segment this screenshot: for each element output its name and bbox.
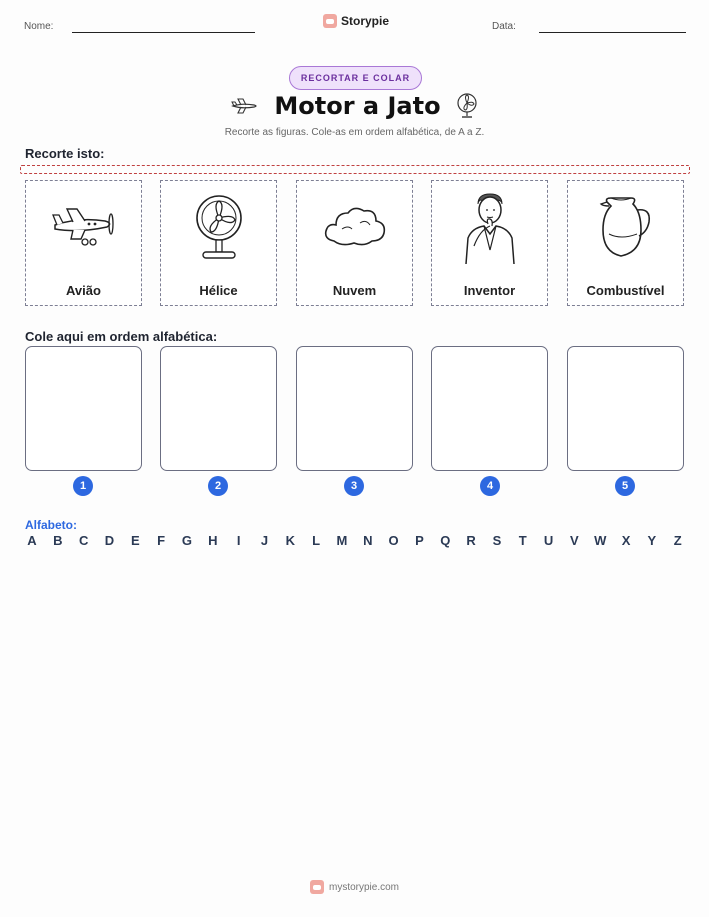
title-row [0,92,709,120]
alphabet-letter: U [543,533,554,548]
card-label: Combustível [586,283,665,298]
paste-heading: Cole aqui em ordem alfabética: [25,329,218,344]
alphabet-letter: F [157,533,166,548]
cut-heading: Recorte isto: [25,146,105,161]
alphabet-letter: A [27,533,37,548]
alphabet-row [25,533,685,548]
card-label: Hélice [199,283,238,298]
instructions: Recorte as figuras. Cole-as em ordem alfabética, de A a Z. [224,127,485,138]
paste-box-3[interactable] [296,346,413,471]
paste-box-2[interactable] [160,346,277,471]
number-badge-5: 5 [615,476,635,496]
airplane-icon [230,97,260,115]
inventor-icon [460,190,520,264]
number-badge-2: 2 [208,476,228,496]
cut-card-cloud[interactable] [296,180,413,306]
fan-icon [191,192,247,262]
alphabet-heading: Alfabeto: [25,518,77,532]
name-label: Nome: [24,21,54,32]
mascot-icon [323,14,337,28]
alphabet-letter: R [466,533,476,548]
alphabet-letter: T [518,533,527,548]
card-label: Avião [66,283,101,298]
alphabet-letter: P [415,533,424,548]
mascot-icon [310,880,324,894]
alphabet-letter: D [104,533,115,548]
alphabet-letter: V [570,533,579,548]
alphabet-letter: X [621,533,631,548]
alphabet-letter: W [594,533,607,548]
alphabet-letter: M [336,533,348,548]
alphabet-letter: L [312,533,321,548]
paste-box-4[interactable] [431,346,548,471]
alphabet-letter: S [492,533,502,548]
card-label: Nuvem [332,283,377,298]
cut-card-inventor[interactable] [431,180,548,306]
paste-box-1[interactable] [25,346,142,471]
cut-card-fan[interactable] [160,180,277,306]
alphabet-letter: Q [440,533,451,548]
alphabet-letter: J [260,533,269,548]
date-line[interactable] [539,32,686,33]
alphabet-letter: B [53,533,63,548]
alphabet-letter: Y [647,533,657,548]
card-label: Inventor [463,283,516,298]
cut-line [20,165,690,174]
jug-icon [597,194,655,260]
footer [0,880,709,894]
number-badge-1: 1 [73,476,93,496]
airplane-icon [49,205,119,249]
brand-name: Storypie [341,14,390,28]
footer-url[interactable]: mystorypie.com [328,881,399,893]
alphabet-letter: N [363,533,373,548]
paste-box-5[interactable] [567,346,684,471]
name-line[interactable] [72,32,255,33]
fan-icon [455,93,479,119]
number-badge-3: 3 [344,476,364,496]
alphabet-letter: K [285,533,295,548]
alphabet-letter: E [130,533,140,548]
cut-card-airplane[interactable] [25,180,142,306]
alphabet-letter: I [236,533,241,548]
alphabet-letter: H [208,533,218,548]
alphabet-letter: Z [673,533,682,548]
page-title: Motor a Jato [274,92,441,120]
activity-badge: RECORTAR E COLAR [289,66,422,90]
number-badge-4: 4 [480,476,500,496]
date-label: Data: [492,21,516,32]
cut-card-jug[interactable] [567,180,684,306]
alphabet-letter: G [181,533,193,548]
cloud-icon [322,203,388,251]
brand-logo [323,14,389,28]
alphabet-letter: C [78,533,89,548]
alphabet-letter: O [388,533,399,548]
